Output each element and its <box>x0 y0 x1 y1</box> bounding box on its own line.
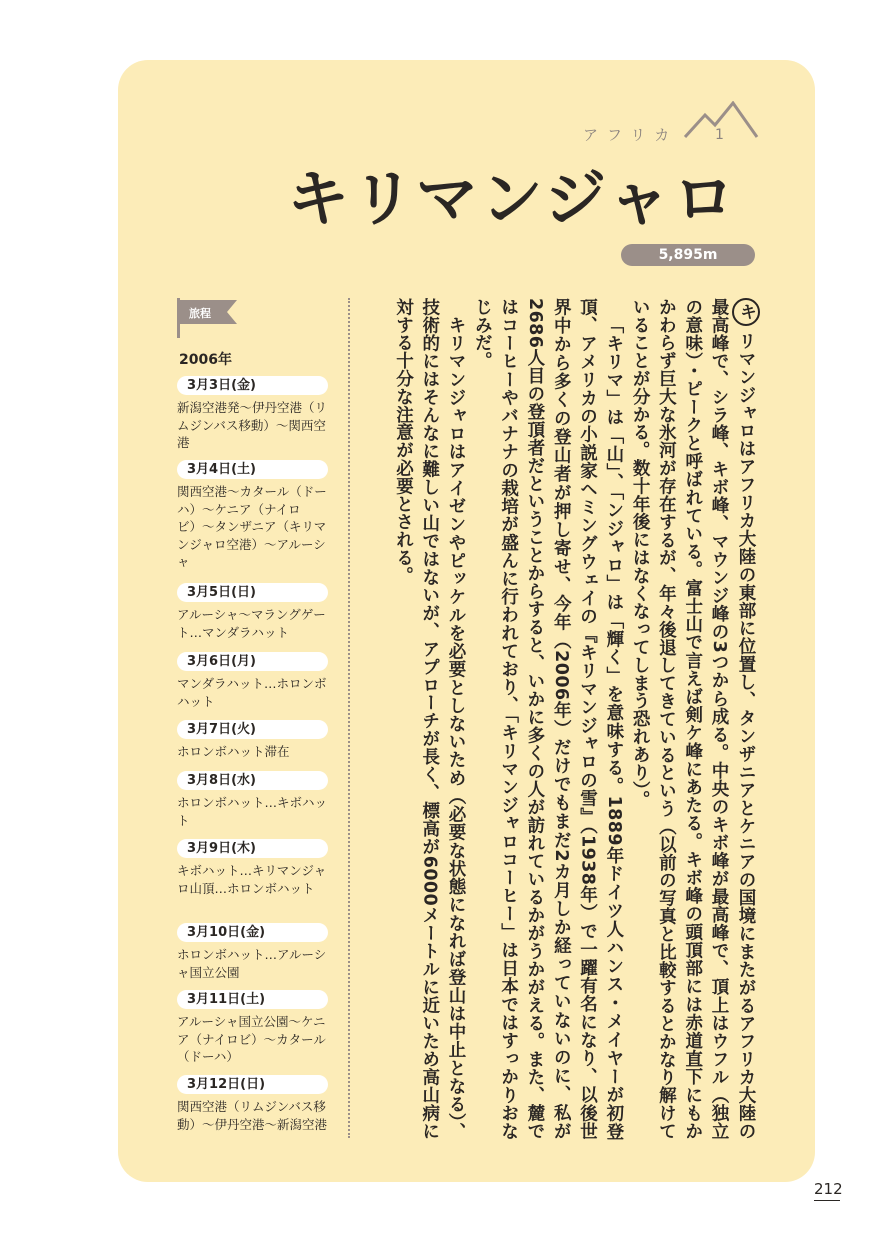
itinerary-day <box>177 990 332 1066</box>
itinerary-day <box>177 652 332 710</box>
article-paragraph: キリマンジャロはアイゼンやピッケルを必要としないため（必要な状態になれば登山は中止となる）、技術的にはそんなに難しい山ではないが、アプローチが長く、標高が6000メートルに近いため高山病に対する十分な注意が必要とされる。 <box>393 298 467 1140</box>
column-divider <box>348 298 350 1138</box>
day-route: マンダラハット…ホロンボハット <box>177 676 327 709</box>
page-number: 212 <box>814 1180 843 1198</box>
day-date: 3月4日(土) <box>177 460 328 479</box>
article-body <box>370 298 760 1140</box>
day-route: キボハット…キリマンジャロ山頂…ホロンボハット <box>177 863 327 896</box>
day-route: アルーシャ国立公園〜ケニア（ナイロビ）〜カタール（ドーハ） <box>177 1014 326 1064</box>
day-date: 3月5日(日) <box>177 583 328 602</box>
itinerary-day <box>177 376 332 452</box>
day-route: ホロンボハット…キボハット <box>177 795 328 828</box>
itinerary-day <box>177 771 332 829</box>
page-title: キリマンジャロ <box>287 162 738 235</box>
page-number-underline <box>814 1200 840 1201</box>
day-route: ホロンボハット…アルーシャ国立公園 <box>177 947 327 980</box>
article-paragraph: 「キリマ」は「山」、「ンジャロ」は「輝く」を意味する。1889年ドイツ人ハンス・メイヤーが初登頂、アメリカの小説家ヘミングウェイの『キリマンジャロの雪』（1938年）で一躍有名になり、以後世界中から多くの登山者が押し寄せ、今年（2006年）だけでもまだ2カ月しか経っていないのに、私が2686人目の登頂者だということからすると、いかに多くの人が訪れているかがうかがえる。また、麓ではコーヒーやバナナの栽培が盛んに行われており、「キリマンジャロコーヒー」は日本ではすっかりおなじみだ。 <box>472 298 624 1140</box>
day-date: 3月9日(木) <box>177 839 328 858</box>
day-date: 3月10日(金) <box>177 923 328 942</box>
mountain-number: 1 <box>715 127 724 143</box>
day-date: 3月3日(金) <box>177 376 328 395</box>
itinerary-year: 2006年 <box>179 352 232 368</box>
day-date: 3月8日(水) <box>177 771 328 790</box>
dropcap: キ <box>732 298 760 326</box>
region-label: アフリカ <box>583 126 679 144</box>
article-paragraph <box>627 298 760 1140</box>
itinerary-day <box>177 583 332 641</box>
itinerary-day <box>177 1075 332 1133</box>
day-date: 3月12日(日) <box>177 1075 328 1094</box>
day-route: アルーシャ〜マラングゲート…マンダラハット <box>177 607 326 640</box>
paragraph-text: リマンジャロはアフリカ大陸の東部に位置し、タンザニアとケニアの国境にまたがるアフリカ大陸の最高峰で、シラ峰、キボ峰、マウンジ峰の3つから成る。中央のキボ峰が最高峰で、頂上はウフル（独立の意味）・ピークと呼ばれている。富士山で言えば剣ケ峰にあたる。キボ峰の頭頂部には赤道直下にもかかわらず巨大な氷河が存在するが、年々後退してきているという（以前の写真と比較するとかなり解けていることが分かる。数十年後にはなくなってしまう恐れあり）。 <box>630 298 756 1140</box>
itinerary-day <box>177 923 332 981</box>
day-route: 関西空港（リムジンバス移動）〜伊丹空港〜新潟空港 <box>177 1099 328 1132</box>
day-date: 3月11日(土) <box>177 990 328 1009</box>
altitude-badge: 5,895m <box>621 244 755 266</box>
day-date: 3月6日(月) <box>177 652 328 671</box>
itinerary-day <box>177 460 332 571</box>
itinerary-label: 旅程 <box>189 307 211 320</box>
day-route: ホロンボハット滞在 <box>177 744 290 759</box>
day-route: 関西空港〜カタール（ドーハ）〜ケニア（ナイロビ）〜タンザニア（キリマンジャロ空港）〜アルーシャ <box>177 484 327 569</box>
day-date: 3月7日(火) <box>177 720 328 739</box>
day-route: 新潟空港発〜伊丹空港（リムジンバス移動）〜関西空港 <box>177 400 328 450</box>
itinerary-day <box>177 839 332 897</box>
itinerary-day <box>177 720 332 761</box>
